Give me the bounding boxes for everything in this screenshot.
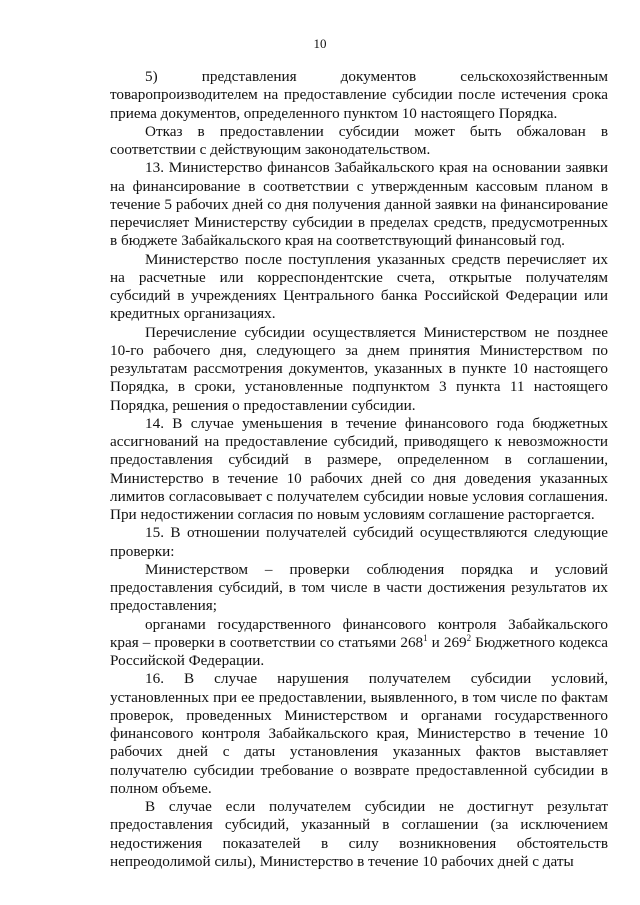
- paragraph: Перечисление субсидии осуществляется Министерством не позднее 10-го рабочего дня, следующего за днем принятия Министерством по результатам рассмотрения документов, указанных в пункте 10 настоящего Порядка, в сроки, установленные подпунктом 3 пункта 11 настоящего Порядка, решения о предоставлении субсидии.: [110, 323, 608, 414]
- paragraph: 13. Министерство финансов Забайкальского края на основании заявки на финансирование в соответствии с утвержденным кассовым планом в течение 5 рабочих дней со дня получения данной заявки на финансирование перечисляет Министерству субсидии в пределах средств, предусмотренных в бюджете Забайкальского края на соответствующий финансовый год.: [110, 159, 608, 250]
- text-run: Бюджетного кодекса Российской Федерации.: [110, 633, 608, 669]
- paragraph: 15. В отношении получателей субсидий осуществляются следующие проверки:: [110, 524, 608, 560]
- document-body: [110, 68, 608, 871]
- paragraph: 16. В случае нарушения получателем субсидии условий, установленных при ее предоставлении, выявленного, в том числе по фактам проверок, проведенных Министерством и органами государственного финансового контроля Забайкальского края, Министерство в течение 10 рабочих дней с даты установления указанных фактов выставляет получателю субсидии требование о возврате предоставленной субсидии в полном объеме.: [110, 670, 608, 797]
- paragraph: 5) представления документов сельскохозяйственным товаропроизводителем на предоставление субсидии после истечения срока приема документов, определенного пунктом 10 настоящего Порядка.: [110, 68, 608, 122]
- paragraph: В случае если получателем субсидии не достигнут результат предоставления субсидий, указанный в соглашении (за исключением недостижения показателей в силу возникновения обстоятельств непреодолимой силы), Министерство в течение 10 рабочих дней с даты: [110, 798, 608, 870]
- paragraph: Министерство после поступления указанных средств перечисляет их на расчетные или корреспондентские счета, открытые получателям субсидий в учреждениях Центрального банка Российской Федерации или кредитных организациях.: [110, 250, 608, 323]
- page-number: 10: [313, 36, 327, 51]
- paragraph: Отказ в предоставлении субсидии может быть обжалован в соответствии с действующим законодательством.: [110, 122, 608, 158]
- paragraph: 14. В случае уменьшения в течение финансового года бюджетных ассигнований на предоставление субсидий, приводящего к невозможности предоставления субсидий в размере, определенном в соглашении, Министерство в течение 10 рабочих дней со дня доведения указанных лимитов согласовывает с получателем субсидии новые условия соглашения. При недостижении согласия по новым условиям соглашение расторгается.: [110, 414, 608, 523]
- superscript: 1: [423, 632, 428, 643]
- superscript: 2: [466, 632, 472, 643]
- paragraph-financial-control: [110, 616, 608, 671]
- paragraph: Министерством – проверки соблюдения порядка и условий предоставления субсидий, в том числе в части достижения результатов их предоставления;: [110, 560, 608, 615]
- text-run: органами государственного финансового контроля Забайкальского края – проверки в соответствии со статьями 268: [110, 615, 608, 651]
- text-run: и 269: [427, 633, 467, 651]
